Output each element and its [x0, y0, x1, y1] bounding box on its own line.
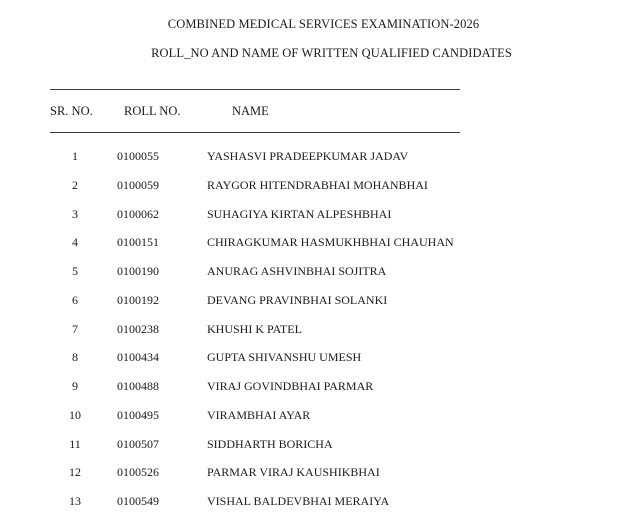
sr-no-cell: 3 [72, 206, 78, 221]
column-header-roll-no: ROLL NO. [124, 104, 181, 118]
table-row [0, 178, 639, 198]
table-row [0, 465, 639, 485]
sr-no-cell: 13 [69, 494, 81, 508]
table-row [0, 379, 639, 399]
table-row [0, 408, 639, 428]
table-row [0, 437, 639, 457]
roll-no-cell: 0100151 [117, 235, 159, 250]
column-header-sr-no: SR. NO. [50, 104, 93, 118]
roll-no-cell: 0100190 [117, 264, 159, 278]
table-row [0, 494, 639, 514]
roll-no-cell: 0100055 [117, 149, 159, 163]
roll-no-cell: 0100192 [117, 292, 159, 307]
table-row [0, 350, 639, 370]
name-cell: YASHASVI PRADEEPKUMAR JADAV [207, 149, 409, 163]
sr-no-cell: 7 [72, 321, 78, 336]
sr-no-cell: 10 [69, 407, 81, 422]
table-row [0, 149, 639, 169]
name-cell: GUPTA SHIVANSHU UMESH [207, 350, 362, 365]
table-row [0, 207, 639, 227]
name-cell: ANURAG ASHVINBHAI SOJITRA [207, 264, 387, 278]
header-bottom-rule [50, 132, 460, 133]
name-cell: DEVANG PRAVINBHAI SOLANKI [207, 292, 388, 307]
document-subtitle: ROLL_NO AND NAME OF WRITTEN QUALIFIED CANDIDATES [151, 46, 512, 60]
document-title: COMBINED MEDICAL SERVICES EXAMINATION-2026 [167, 17, 480, 31]
roll-no-cell: 0100059 [117, 177, 159, 192]
table-row [0, 264, 639, 284]
roll-no-cell: 0100549 [117, 494, 159, 508]
sr-no-cell: 1 [72, 149, 78, 163]
roll-no-cell: 0100062 [117, 206, 159, 221]
name-cell: RAYGOR HITENDRABHAI MOHANBHAI [207, 177, 428, 192]
name-cell: VIRAMBHAI AYAR [207, 407, 311, 422]
name-cell: CHIRAGKUMAR HASMUKHBHAI CHAUHAN [207, 235, 454, 250]
roll-no-cell: 0100434 [117, 350, 159, 365]
roll-no-cell: 0100507 [117, 436, 159, 451]
sr-no-cell: 11 [69, 436, 81, 451]
sr-no-cell: 2 [72, 177, 78, 192]
roll-no-cell: 0100526 [117, 465, 159, 480]
sr-no-cell: 5 [72, 264, 78, 278]
roll-no-cell: 0100488 [117, 379, 159, 393]
roll-no-cell: 0100238 [117, 321, 159, 336]
name-cell: VIRAJ GOVINDBHAI PARMAR [207, 379, 374, 393]
column-header-name: NAME [232, 104, 269, 118]
sr-no-cell: 9 [72, 379, 78, 393]
roll-no-cell: 0100495 [117, 407, 159, 422]
header-top-rule [50, 89, 460, 90]
sr-no-cell: 6 [72, 292, 78, 307]
name-cell: SIDDHARTH BORICHA [207, 436, 333, 451]
name-cell: PARMAR VIRAJ KAUSHIKBHAI [207, 465, 380, 480]
name-cell: KHUSHI K PATEL [207, 321, 302, 336]
sr-no-cell: 8 [72, 350, 78, 365]
name-cell: SUHAGIYA KIRTAN ALPESHBHAI [207, 206, 392, 221]
table-row [0, 322, 639, 342]
name-cell: VISHAL BALDEVBHAI MERAIYA [207, 494, 390, 508]
table-row [0, 235, 639, 255]
table-row [0, 293, 639, 313]
sr-no-cell: 4 [72, 235, 78, 250]
sr-no-cell: 12 [69, 465, 81, 480]
